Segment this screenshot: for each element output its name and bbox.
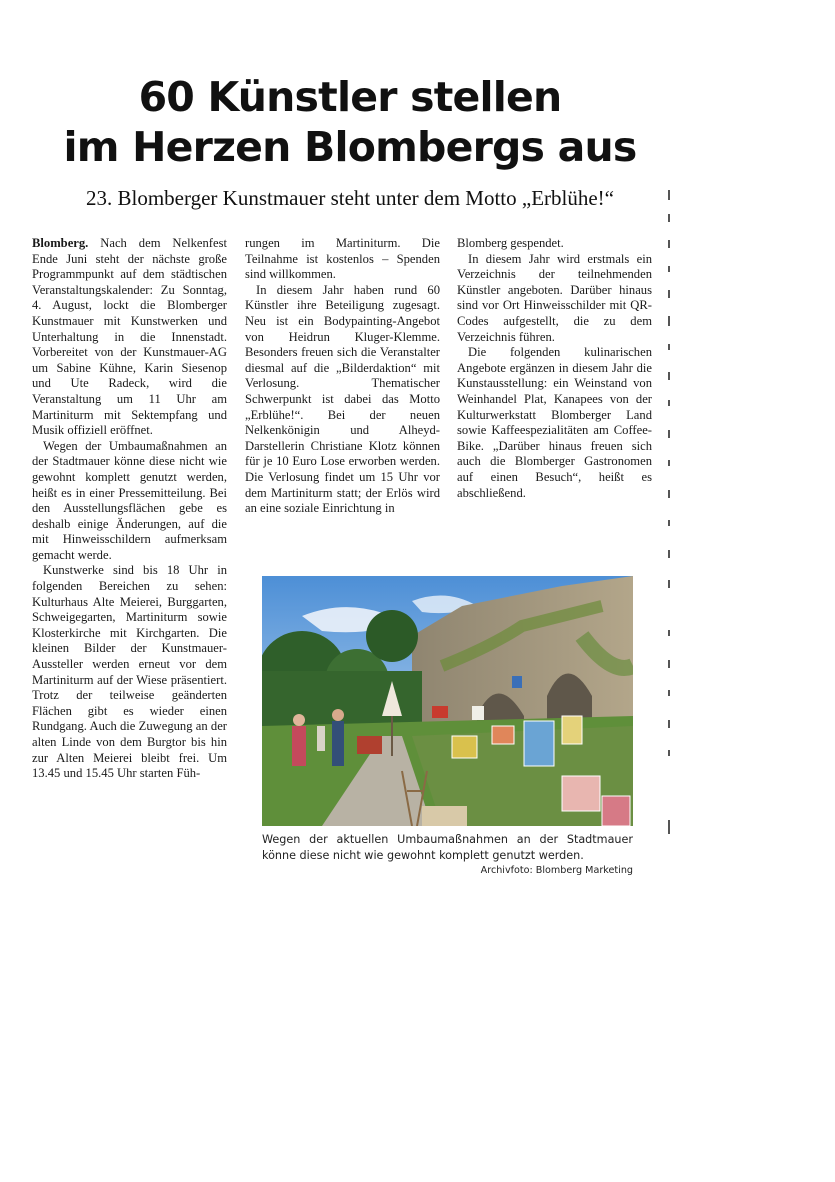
visitor-head	[293, 714, 305, 726]
painting	[432, 706, 448, 718]
paragraph: In diesem Jahr wird erstmals ein Verzeichnis der teilnehmenden Künstler angeboten. Darüber hinaus sind vor Ort Hinweisschilder mit QR-Codes aufgestellt, die zu dem Verzeichnis führen.	[457, 251, 652, 344]
paragraph: Die folgenden kulinarischen Angebote ergänzen in diesem Jahr die Kunstausstellung: ein Weinstand von Weinhandel Plat, Kanapees von der Kulturwerkstatt Blomberger Land sowie Kaffeespezialitäten am Coffee-Bike. „Darüber hinaus freuen sich auch die Blomberger Gastronomen auf einen Besuch“, heißt es abschließend.	[457, 345, 652, 500]
painting	[452, 736, 477, 758]
dateline: Blomberg.	[32, 236, 89, 250]
visitor	[317, 726, 325, 751]
caption-text: Wegen der aktuellen Umbaumaßnahmen an der Stadtmauer könne diese nicht wie gewohnt komplett genutzt werden.	[262, 833, 633, 862]
painting	[472, 706, 484, 720]
adjacent-column-edge	[666, 190, 676, 870]
visitor-head	[332, 709, 344, 721]
paragraph: Wegen der Umbaumaßnahmen an der Stadtmauer könne diese nicht wie gewohnt komplett genutzt werden, heißt es in einer Pressemitteilung. Bei den Ausstellungsflächen gebe es deshalb einige Änderungen, auf die mit Hinweisschildern aufmerksam gemacht werde.	[32, 438, 227, 562]
paragraph: Blomberg gespendet.	[457, 236, 564, 250]
painting	[562, 716, 582, 744]
paragraph: Kunstwerke sind bis 18 Uhr in folgenden Bereichen zu sehen: Kulturhaus Alte Meierei, Burggarten, Schweigegarten, Martiniturm sowie Klosterkirche mit Kirchgarten. Die kleinen Bilder der Kunstmauer-Aussteller werden erneut vor dem Martiniturm auf der Wiese präsentiert. Trotz der teilweise geänderten Flächen gibt es wieder einen Rundgang. Auch die Zuwegung an der alten Linde von dem Burgtor bis hin zur Alten Meierei bleibt frei. Um 13.45 und 15.45 Uhr starten Füh-	[32, 563, 227, 781]
tree	[366, 610, 418, 662]
headline-line-1: 60 Künstler stellen	[138, 73, 562, 121]
display-table	[357, 736, 382, 754]
paragraph	[32, 236, 227, 439]
visitor	[292, 726, 306, 766]
paragraph: rungen im Martiniturm. Die Teilnahme ist kostenlos – Spenden sind willkommen.	[245, 236, 440, 282]
display-box	[422, 806, 467, 826]
paragraph: In diesem Jahr haben rund 60 Künstler ihre Beteiligung zugesagt. Neu ist ein Bodypainting-Angebot von Heidrun Kluger-Klemme. Besonders freuen sich die Veranstalter diesmal auf die „Bilderdaktion“ mit Verlosung. Thematischer Schwerpunkt ist dabei das Motto „Erblühe!“. Bei der neuen Nelkenkönigin und Alheyd-Darstellerin Christiane Klotz können für je 10 Euro Lose erworben werden. Die Verlosung findet um 15 Uhr vor dem Martiniturm statt; der Erlös wird an eine soziale Einrichtung in	[245, 282, 440, 516]
headline-line-2: im Herzen Blombergs aus	[63, 123, 637, 171]
article-column-2	[245, 236, 440, 517]
article-column-1	[32, 236, 227, 782]
painting	[562, 776, 600, 811]
visitor	[332, 721, 344, 766]
article-column-3	[457, 236, 652, 501]
paragraph-text: Nach dem Nelkenfest Ende Juni steht der nächste große Programmpunkt auf dem städtischen Veranstaltungskalender: Zu Sonntag, 4. August, lockt die Blomberger Kunstmauer mit Kunstwerken und Unterhaltung in die Innenstadt. Vorbereitet von der Kunstmauer-AG um Sabine Kühne, Karin Siesenop und Ute Radeck, wird die Veranstaltung um 11 Uhr am Martiniturm mit Sektempfang und Musik offiziell eröffnet.	[32, 236, 227, 438]
article-photo	[262, 576, 633, 826]
painting	[512, 676, 522, 688]
article-subhead: 23. Blomberger Kunstmauer steht unter dem Motto „Erblühe!“	[86, 186, 614, 210]
article-headline	[60, 72, 640, 172]
painting	[492, 726, 514, 744]
painting	[602, 796, 630, 826]
photo-caption	[262, 832, 633, 879]
parasol-pole	[391, 716, 393, 756]
photo-credit: Archivfoto: Blomberg Marketing	[480, 865, 633, 877]
photo-illustration	[262, 576, 633, 826]
painting	[524, 721, 554, 766]
